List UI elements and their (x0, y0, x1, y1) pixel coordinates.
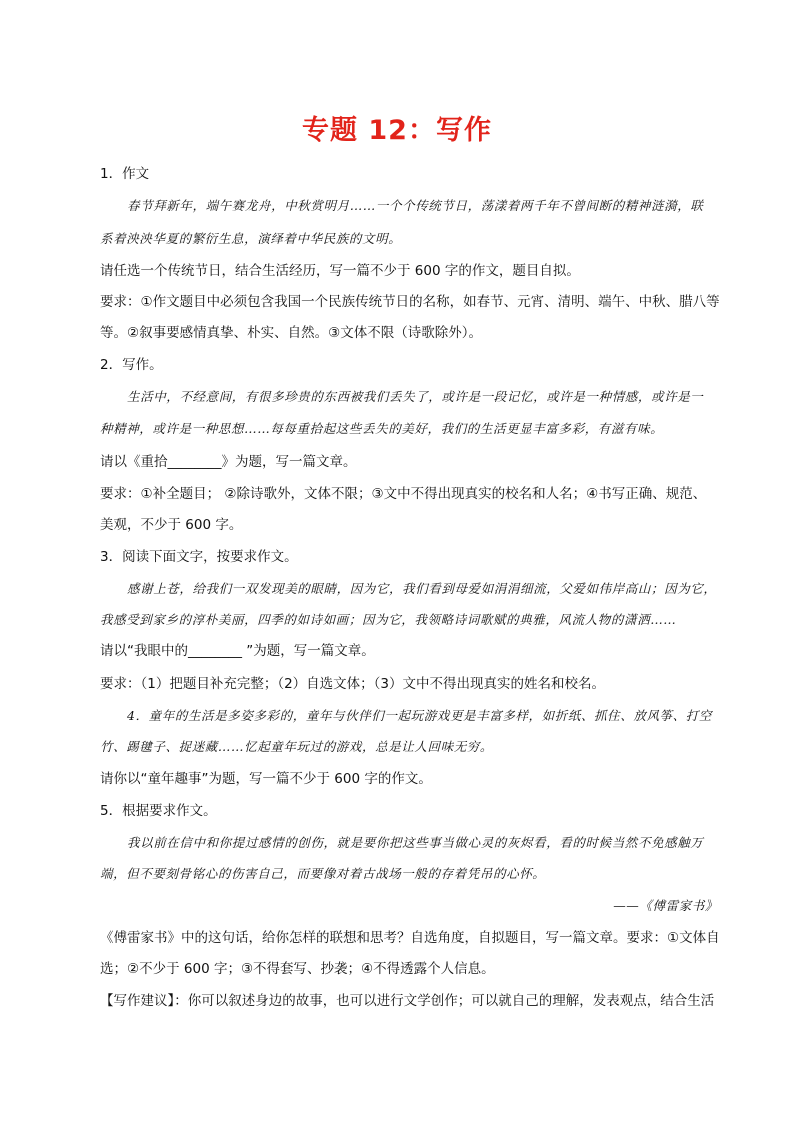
text-line: 请任选一个传统节日，结合生活经历，写一篇不少于 600 字的作文，题目自拟。 (100, 263, 580, 279)
text-line: 要求：（1）把题目补充完整；（2）自选文体；（3）文中不得出现真实的姓名和校名。 (100, 676, 606, 692)
text-line: 我感受到家乡的淳朴美丽，四季的如诗如画；因为它，我领略诗词歌赋的典雅，风流人物的潇洒…… (100, 612, 677, 627)
text-line: 系着泱泱华夏的繁衍生息，演绎着中华民族的文明。 (100, 231, 402, 246)
text-line: 请以《重拾________》为题，写一篇文章。 (100, 454, 357, 470)
text-line: 要求：①补全题目； ②除诗歌外，文体不限；③文中不得出现真实的校名和人名；④书写正确、规范、 (100, 486, 707, 502)
text-line: 等。②叙事要感情真挚、朴实、自然。③文体不限（诗歌除外）。 (100, 325, 482, 341)
text-line: 种精神，或许是一种思想……每每重拾起这些丢失的美好，我们的生活更显丰富多彩，有滋有味。 (100, 421, 664, 436)
page-title: 专题 12：写作 (302, 115, 492, 146)
text-line: 请以“我眼中的________ ”为题，写一篇文章。 (100, 643, 375, 659)
text-line: 春节拜新年，端午赛龙舟，中秋赏明月……一个个传统节日，荡漾着两千年不曾间断的精神涟漪，联 (127, 198, 704, 213)
text-line: 我以前在信中和你提过感情的创伤，就是要你把这些事当做心灵的灰烬看，看的时候当然不免感触万 (127, 835, 704, 850)
text-line: 要求：①作文题目中必须包含我国一个民族传统节日的名称，如春节、元宵、清明、端午、中秋、腊八等 (100, 294, 720, 310)
text-line: 2．写作。 (100, 357, 163, 373)
text-line: 端，但不要刻骨铭心的伤害自己，而要像对着古战场一般的存着凭吊的心怀。 (100, 866, 546, 881)
text-line: 3．阅读下面文字，按要求作文。 (100, 549, 298, 565)
text-line: 感谢上苍，给我们一双发现美的眼睛，因为它，我们看到母爱如涓涓细流，父爱如伟岸高山；因为它， (127, 581, 717, 596)
text-line: 5．根据要求作文。 (100, 803, 217, 819)
text-line: 4．童年的生活是多姿多彩的，童年与伙伴们一起玩游戏更是丰富多样，如折纸、抓住、放风筝、打空 (127, 708, 712, 723)
text-line: 竹、踢毽子、捉迷藏……忆起童年玩过的游戏，总是让人回味无穷。 (100, 739, 494, 754)
text-line: 《傅雷家书》中的这句话，给你怎样的联想和思考？自选角度，自拟题目，写一篇文章。要求：①文体自 (100, 930, 720, 946)
text-line: 请你以“童年趣事”为题，写一篇不少于 600 字的作文。 (100, 771, 432, 787)
text-line: 选；②不少于 600 字；③不得套写、抄袭；④不得透露个人信息。 (100, 961, 495, 977)
text-line: 美观，不少于 600 字。 (100, 517, 243, 533)
text-line: 生活中，不经意间，有很多珍贵的东西被我们丢失了，或许是一段记忆，或许是一种情感，或许是一 (127, 389, 704, 404)
text-line: ——《傅雷家书》 (613, 898, 718, 913)
text-line: 【写作建议】：你可以叙述身边的故事，也可以进行文学创作；可以就自己的理解，发表观点，结合生活 (100, 993, 715, 1009)
text-line: 1．作文 (100, 166, 150, 182)
